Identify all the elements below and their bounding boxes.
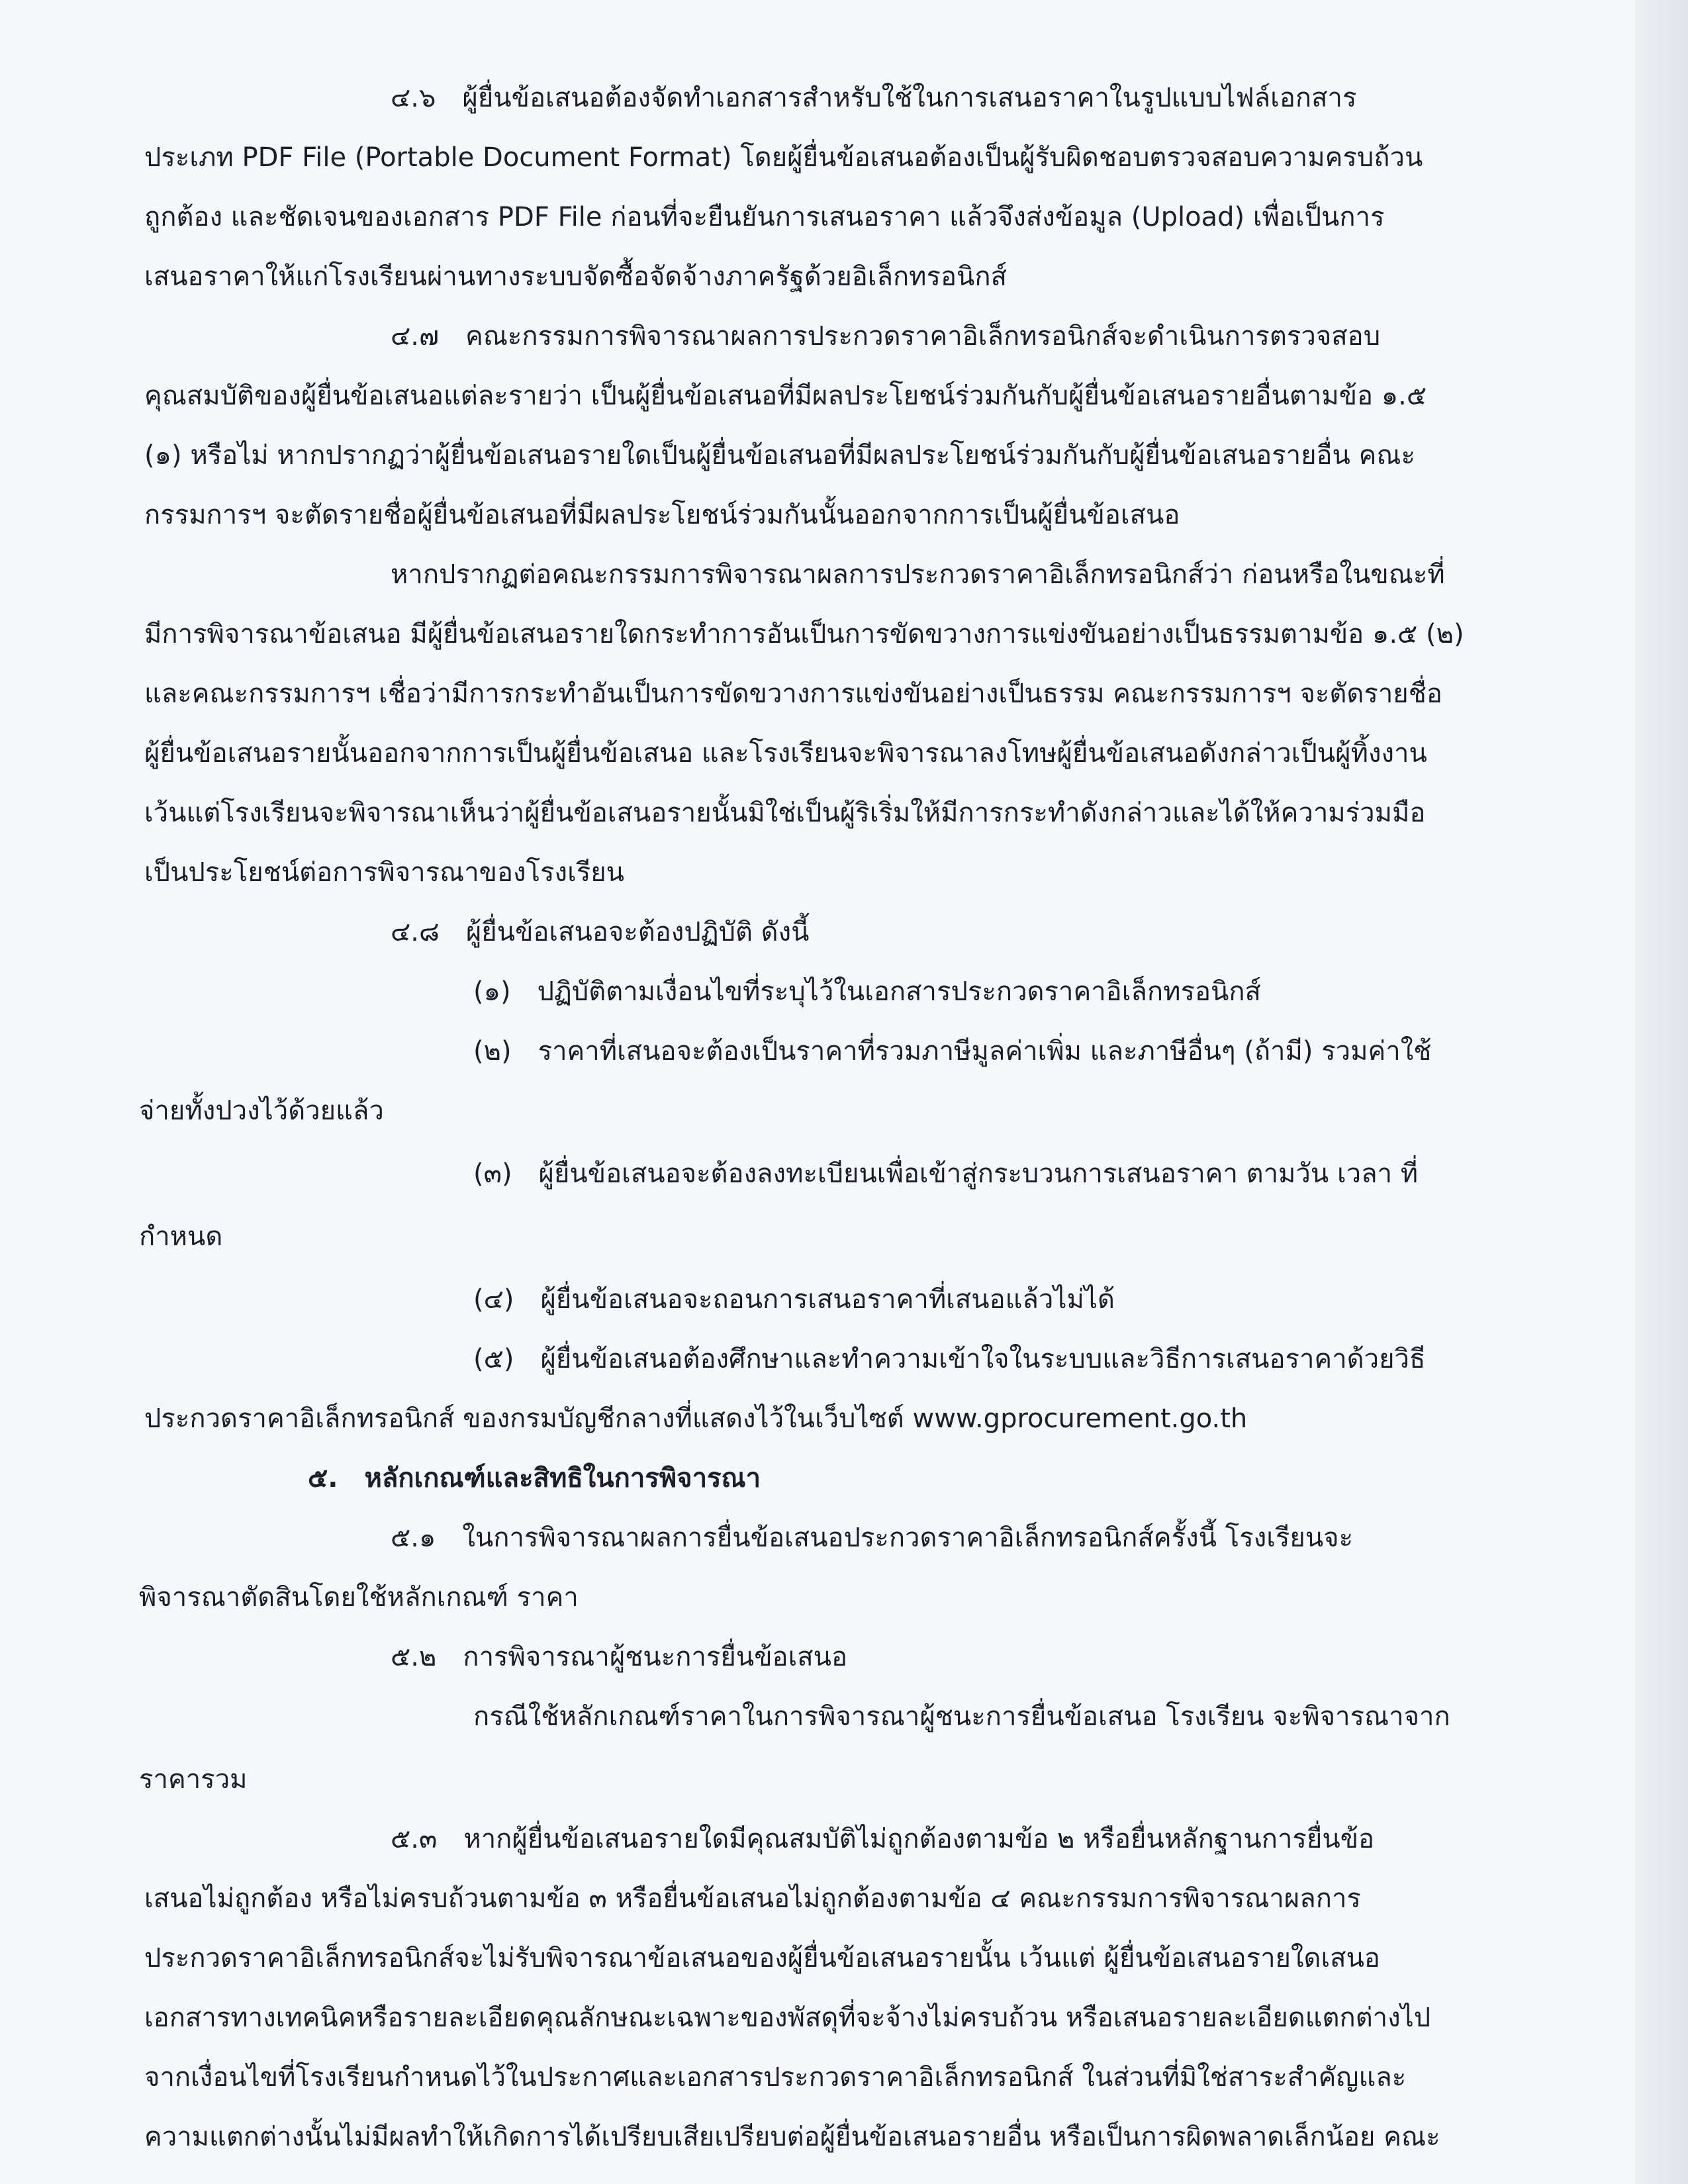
clause-4-6-line-2: ประเภท PDF File (Portable Document Format) โดยผู้ยื่นข้อเสนอต้องเป็นผู้รับผิดชอบตรวจสอบความครบถ้วน <box>144 142 1423 173</box>
clause-4-7-line-1: ๔.๗ คณะกรรมการพิจารณาผลการประกวดราคาอิเล็กทรอนิกส์จะดำเนินการตรวจสอบ <box>391 321 1381 352</box>
clause-5-3-line-3: ประกวดราคาอิเล็กทรอนิกส์จะไม่รับพิจารณาข้อเสนอของผู้ยื่นข้อเสนอรายนั้น เว้นแต่ ผู้ยื่นข้อเสนอรายใดเสนอ <box>144 1943 1380 1973</box>
clause-4-6-line-1: ๔.๖ ผู้ยื่นข้อเสนอต้องจัดทำเอกสารสำหรับใช้ในการเสนอราคาในรูปแบบไฟล์เอกสาร <box>391 83 1357 113</box>
clause-4-6-line-3: ถูกต้อง และชัดเจนของเอกสาร PDF File ก่อนที่จะยืนยันการเสนอราคา แล้วจึงส่งข้อมูล (Upload) เพื่อเป็นการ <box>144 202 1385 232</box>
clause-4-7-para2-line-1: หากปรากฏต่อคณะกรรมการพิจารณาผลการประกวดราคาอิเล็กทรอนิกส์ว่า ก่อนหรือในขณะที่ <box>391 559 1445 590</box>
clause-4-8-item-5-line-1: (๕) ผู้ยื่นข้อเสนอต้องศึกษาและทำความเข้าใจในระบบและวิธีการเสนอราคาด้วยวิธี <box>473 1344 1426 1374</box>
clause-5-2-line-1: กรณีใช้หลักเกณฑ์ราคาในการพิจารณาผู้ชนะการยื่นข้อเสนอ โรงเรียน จะพิจารณาจาก <box>473 1701 1450 1732</box>
clause-4-8-item-4: (๔) ผู้ยื่นข้อเสนอจะถอนการเสนอราคาที่เสนอแล้วไม่ได้ <box>473 1284 1115 1315</box>
clause-5-3-line-4: เอกสารทางเทคนิคหรือรายละเอียดคุณลักษณะเฉพาะของพัสดุที่จะจ้างไม่ครบถ้วน หรือเสนอรายละเอียดแตกต่างไป <box>144 2003 1431 2033</box>
clause-4-8-item-3-line-1: (๓) ผู้ยื่นข้อเสนอจะต้องลงทะเบียนเพื่อเข้าสู่กระบวนการเสนอราคา ตามวัน เวลา ที่ <box>473 1159 1419 1189</box>
clause-5-3-line-6: ความแตกต่างนั้นไม่มีผลทำให้เกิดการได้เปรียบเสียเปรียบต่อผู้ยื่นข้อเสนอรายอื่น หรือเป็นการผิดพลาดเล็กน้อย คณะ <box>144 2122 1440 2152</box>
clause-4-7-para2-line-3: และคณะกรรมการฯ เชื่อว่ามีการกระทำอันเป็นการขัดขวางการแข่งขันอย่างเป็นธรรม คณะกรรมการฯ จะตัดรายชื่อ <box>144 679 1442 709</box>
clause-4-7-para2-line-6: เป็นประโยชน์ต่อการพิจารณาของโรงเรียน <box>144 857 624 888</box>
clause-4-7-line-4: กรรมการฯ จะตัดรายชื่อผู้ยื่นข้อเสนอที่มีผลประโยชน์ร่วมกันนั้นออกจากการเป็นผู้ยื่นข้อเสนอ <box>144 500 1180 530</box>
section-5-heading: ๕. หลักเกณฑ์และสิทธิในการพิจารณา <box>308 1463 761 1494</box>
clause-4-8-item-3-line-2: กำหนด <box>139 1221 223 1252</box>
clause-5-3-line-5: จากเงื่อนไขที่โรงเรียนกำหนดไว้ในประกาศและเอกสารประกวดราคาอิเล็กทรอนิกส์ ในส่วนที่มิใช่สาระสำคัญและ <box>144 2062 1407 2093</box>
clause-5-3-line-2: เสนอไม่ถูกต้อง หรือไม่ครบถ้วนตามข้อ ๓ หรือยื่นข้อเสนอไม่ถูกต้องตามข้อ ๔ คณะกรรมการพิจารณาผลการ <box>144 1883 1361 1914</box>
clause-5-1-line-1: ๕.๑ ในการพิจารณาผลการยื่นข้อเสนอประกวดราคาอิเล็กทรอนิกส์ครั้งนี้ โรงเรียนจะ <box>391 1523 1354 1553</box>
page-edge-shadow <box>1635 0 1688 2184</box>
clause-5-3-line-1: ๕.๓ หากผู้ยื่นข้อเสนอรายใดมีคุณสมบัติไม่ถูกต้องตามข้อ ๒ หรือยื่นหลักฐานการยื่นข้อ <box>391 1824 1375 1854</box>
clause-5-2-line-2: ราคารวม <box>139 1764 248 1795</box>
clause-4-7-para2-line-4: ผู้ยื่นข้อเสนอรายนั้นออกจากการเป็นผู้ยื่นข้อเสนอ และโรงเรียนจะพิจารณาลงโทษผู้ยื่นข้อเสนอดังกล่าวเป็นผู้ทิ้งงาน <box>144 738 1427 769</box>
clause-4-6-line-4: เสนอราคาให้แก่โรงเรียนผ่านทางระบบจัดซื้อจัดจ้างภาครัฐด้วยอิเล็กทรอนิกส์ <box>144 261 1008 292</box>
clause-4-8-item-2-line-1: (๒) ราคาที่เสนอจะต้องเป็นราคาที่รวมภาษีมูลค่าเพิ่ม และภาษีอื่นๆ (ถ้ามี) รวมค่าใช้ <box>473 1036 1432 1067</box>
clause-4-8-item-1: (๑) ปฏิบัติตามเงื่อนไขที่ระบุไว้ในเอกสารประกวดราคาอิเล็กทรอนิกส์ <box>473 976 1261 1007</box>
clause-5-1-line-2: พิจารณาตัดสินโดยใช้หลักเกณฑ์ ราคา <box>139 1582 579 1613</box>
clause-4-7-line-3: (๑) หรือไม่ หากปรากฏว่าผู้ยื่นข้อเสนอรายใดเป็นผู้ยื่นข้อเสนอที่มีผลประโยชน์ร่วมกันกับผู้ยื่นข้อเสนอรายอื่น คณะ <box>144 440 1415 471</box>
clause-5-2-heading: ๕.๒ การพิจารณาผู้ชนะการยื่นข้อเสนอ <box>391 1642 848 1672</box>
clause-4-8-item-2-line-2: จ่ายทั้งปวงไว้ด้วยแล้ว <box>139 1096 384 1126</box>
clause-4-7-line-2: คุณสมบัติของผู้ยื่นข้อเสนอแต่ละรายว่า เป็นผู้ยื่นข้อเสนอที่มีผลประโยชน์ร่วมกันกับผู้ยื่นข้อเสนอรายอื่นตามข้อ ๑.๕ <box>144 381 1427 411</box>
clause-4-8-heading: ๔.๘ ผู้ยื่นข้อเสนอจะต้องปฏิบัติ ดังนี้ <box>391 917 810 947</box>
clause-4-8-item-5-line-2: ประกวดราคาอิเล็กทรอนิกส์ ของกรมบัญชีกลางที่แสดงไว้ในเว็บไซต์ www.gprocurement.go.th <box>144 1403 1248 1434</box>
clause-4-7-para2-line-2: มีการพิจารณาข้อเสนอ มีผู้ยื่นข้อเสนอรายใดกระทำการอันเป็นการขัดขวางการแข่งขันอย่างเป็นธรรมตามข้อ ๑.๕ (๒) <box>144 619 1464 649</box>
clause-4-7-para2-line-5: เว้นแต่โรงเรียนจะพิจารณาเห็นว่าผู้ยื่นข้อเสนอรายนั้นมิใช่เป็นผู้ริเริ่มให้มีการกระทำดังกล่าวและได้ให้ความร่วมมือ <box>144 798 1426 828</box>
